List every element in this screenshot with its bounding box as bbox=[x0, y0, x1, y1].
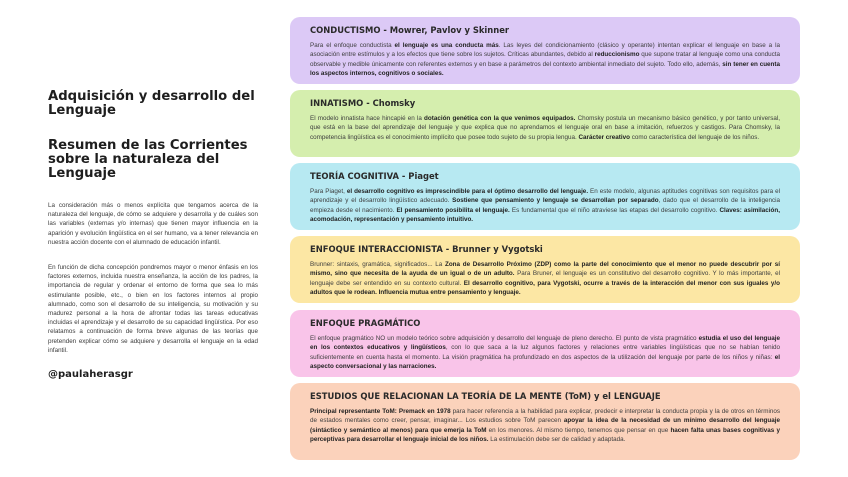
card-teoria-cognitiva bbox=[290, 163, 800, 230]
card-title: INNATISMO - Chomsky bbox=[310, 98, 416, 108]
card-title: CONDUCTISMO - Mowrer, Pavlov y Skinner bbox=[310, 25, 510, 35]
card-text: Principal representante ToM: Premack en 1978 para hacer referencia a la habilidad para explicar, predecir e interpretar la conducta propia y la de otros en términos de estados mentales como creer, pensar, imaginar... Los estudios sobre ToM parecen apoyar la idea de la necesidad de un mínimo desarrollo del lenguaje (sintáctico y semántico al menos) para que emerja la ToM en los menores. Al mismo tiempo, tenemos que pensar en que hacen falta unas bases cognitivas y perceptivas para desarrollar el lenguaje inicial de los niños. La estimulación debe ser de calidad y adaptada. bbox=[310, 408, 781, 443]
card-conductismo bbox=[290, 17, 800, 84]
intro-paragraph-1: La consideración más o menos explícita que tengamos acerca de la naturaleza del lenguaje, de cómo se adquiere y desarrolla y de cuáles son las variables (externas y/o internas) que tienen mayor influencia en la aparición y evolución lingüística en el ser humano, va a tener relevancia en nuestra acción docente con el alumnado de educación infantil. bbox=[48, 202, 258, 246]
card-title: ENFOQUE PRAGMÁTICO bbox=[310, 318, 421, 328]
intro-paragraph-2: En función de dicha concepción pondremos mayor o menor énfasis en los factores externos, incluida nuestra enseñanza, la acción de los padres, la importancia de regular y ordenar el entorno de forma que sea lo más estimulante posible, etc., o bien en los factores internos al propio alumnado, como son el desarrollo de su inteligencia, su motivación y su madurez personal a la hora de afrontar todas las tareas educativas incluidas el aprendizaje y el desarrollo de su capacidad lingüística. Por eso relatamos a continuación de forma breve algunas de las teorías que pretenden explicar cómo se adquiere y desarrolla el lenguaje en la edad infantil. bbox=[48, 264, 258, 354]
card-title: TEORÍA COGNITIVA - Piaget bbox=[310, 171, 439, 181]
author-handle: @paulaherasgr bbox=[48, 369, 133, 381]
card-text: Para el enfoque conductista el lenguaje es una conducta más. Las leyes del condicionamiento (clásico y operante) intentan explicar el lenguaje en base a la asociación entre estímulos y a los efectos que tiene sobre los sujetos. Críticas abundantes, debido al reduccionismo que supone tratar al lenguaje como una conducta observable y medible únicamente con referentes externos y en base a parámetros del contexto ambiental inmediato del sujeto. Todo ello, además, sin tener en cuenta los aspectos internos, cognitivos o sociales. bbox=[310, 42, 780, 77]
card-text: El modelo innatista hace hincapié en la dotación genética con la que venimos equipados. Chomsky postula un mecanismo básico genético, y por tanto universal, que está en la base del aprendizaje del lenguaje y que explica que no aprendamos el lenguaje oral en base a imitación, refuerzos y castigos. Para Chomsky, la competencia lingüística es el conocimiento implícito que posee todo sujeto de su propia lengua. Carácter creativo como característica del lenguaje de los niños. bbox=[310, 115, 780, 141]
subtitle: Resumen de las Corrientes sobre la naturaleza del Lenguaje bbox=[48, 138, 248, 181]
card-text: Para Piaget, el desarrollo cognitivo es imprescindible para el óptimo desarrollo del lenguaje. En este modelo, algunas aptitudes cognitivas son requisitos para el aprendizaje y el desarrollo lingüístico adecuado. Sostiene que pensamiento y lenguaje se desarrollan por separado, dado que el desarrollo de la inteligencia empieza desde el nacimiento. El pensamiento posibilita el lenguaje. Es fundamental que el niño atraviese las etapas del desarrollo cognitivo. Claves: asimilación, acomodación, representación y pensamiento intuitivo. bbox=[310, 188, 781, 223]
card-pragmatico bbox=[290, 310, 800, 377]
card-title: ESTUDIOS QUE RELACIONAN LA TEORÍA DE LA MENTE (ToM) y el LENGUAJE bbox=[310, 391, 661, 401]
card-innatismo bbox=[290, 90, 800, 157]
card-tom bbox=[290, 383, 800, 460]
left-panel bbox=[48, 90, 258, 380]
main-title: Adquisición y desarrollo del Lenguaje bbox=[48, 89, 255, 118]
card-text: El enfoque pragmático NO un modelo teórico sobre adquisición y desarrollo del lenguaje de pleno derecho. El punto de vista pragmático estudia el uso del lenguaje en los contextos educativos y lingüísticos, con lo que saca a la luz algunos factores y relaciones entre variables lingüísticas que no se habían tenido suficientemente en cuenta hasta el momento. La visión pragmática ha profundizado en dos aspectos de la utilización del lenguaje por parte de los niños y niñas: el aspecto conversacional y las narraciones. bbox=[310, 335, 780, 370]
card-interaccionista bbox=[290, 236, 800, 303]
card-title: ENFOQUE INTERACCIONISTA - Brunner y Vygotski bbox=[310, 244, 543, 254]
card-text: Brunner: sintaxis, gramática, significados... La Zona de Desarrollo Próximo (ZDP) como la parte del conocimiento que el menor no puede descubrir por sí mismo, sino que necesita de la ayuda de un igual o de un adulto. Para Bruner, el lenguaje es un constitutivo del desarrollo cognitivo. Y lo más importante, el lenguaje debe ser entendido en su contexto cultural. El desarrollo cognitivo, para Vygotski, ocurre a través de la interacción del menor con sus iguales y/o adultos que le rodean. Influencia mutua entre pensamiento y lenguaje. bbox=[310, 261, 780, 296]
